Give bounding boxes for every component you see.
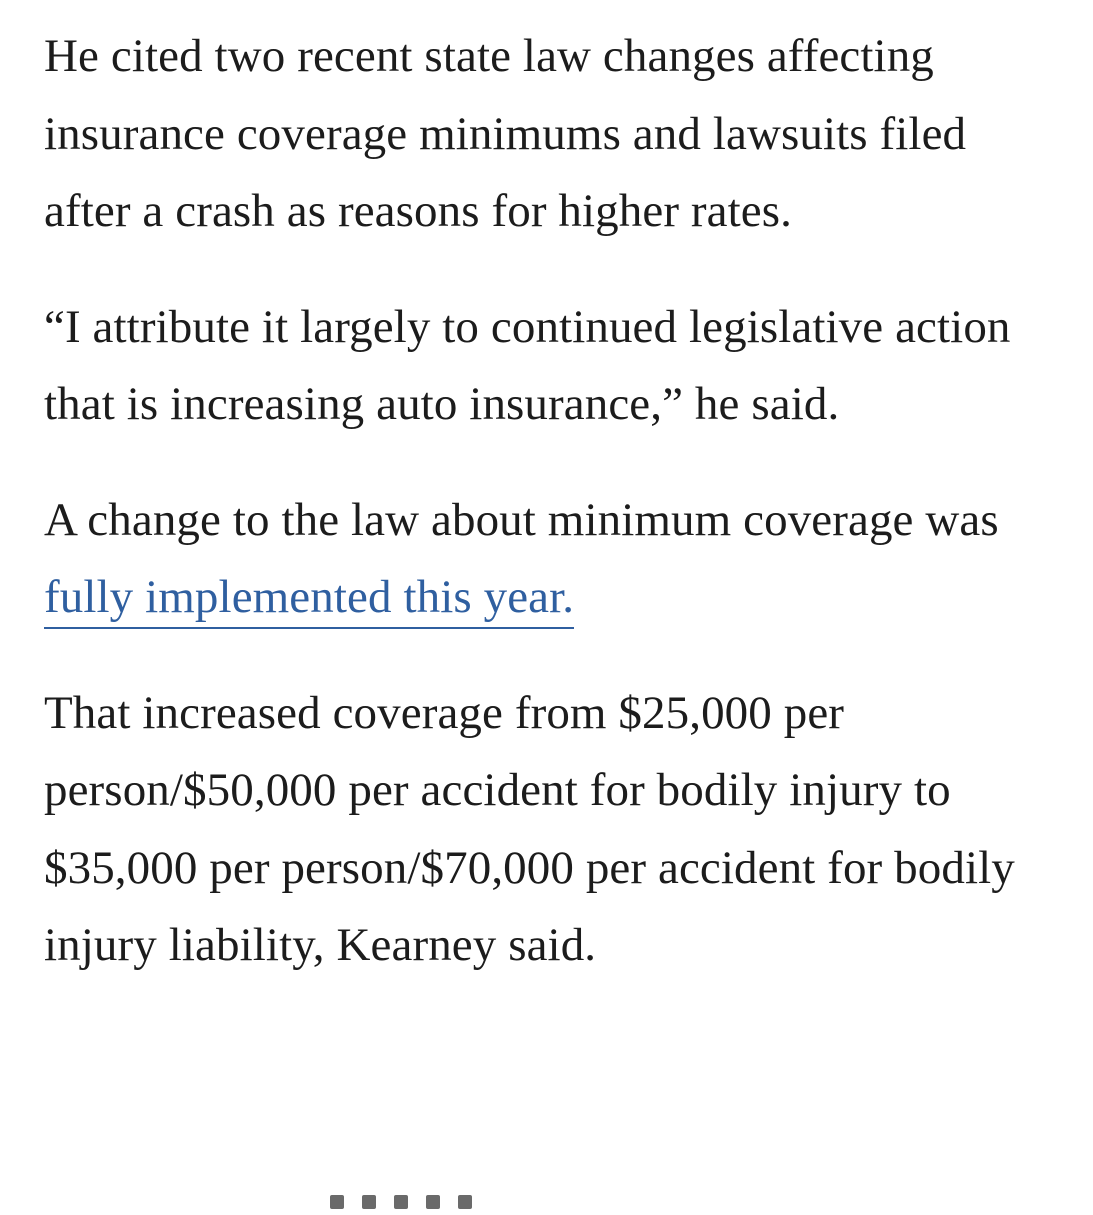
paragraph-coverage-increase: That increased coverage from $25,000 per person/$50,000 per accident for bodily injury to $35,000 per person/$70,000 per accident for bodily injury liability, Kearney said. xyxy=(44,686,1015,971)
text-fragment xyxy=(394,1195,408,1209)
paragraph-minimum-coverage xyxy=(44,482,1054,637)
text-fragment xyxy=(362,1195,376,1209)
text-fragment xyxy=(458,1195,472,1209)
article-body xyxy=(44,18,1054,1023)
implemented-link[interactable]: fully implemented this year. xyxy=(44,571,574,629)
paragraph-quote: “I attribute it largely to continued legislative action that is increasing auto insurance,” he said. xyxy=(44,300,1011,430)
paragraph-rate-reasons: He cited two recent state law changes affecting insurance coverage minimums and lawsuits filed after a crash as reasons for higher rates. xyxy=(44,30,967,237)
text-fragment xyxy=(330,1195,344,1209)
paragraph-text: A change to the law about minimum coverage was xyxy=(44,493,999,546)
text-fragment xyxy=(426,1195,440,1209)
cropped-next-line xyxy=(330,1185,590,1215)
